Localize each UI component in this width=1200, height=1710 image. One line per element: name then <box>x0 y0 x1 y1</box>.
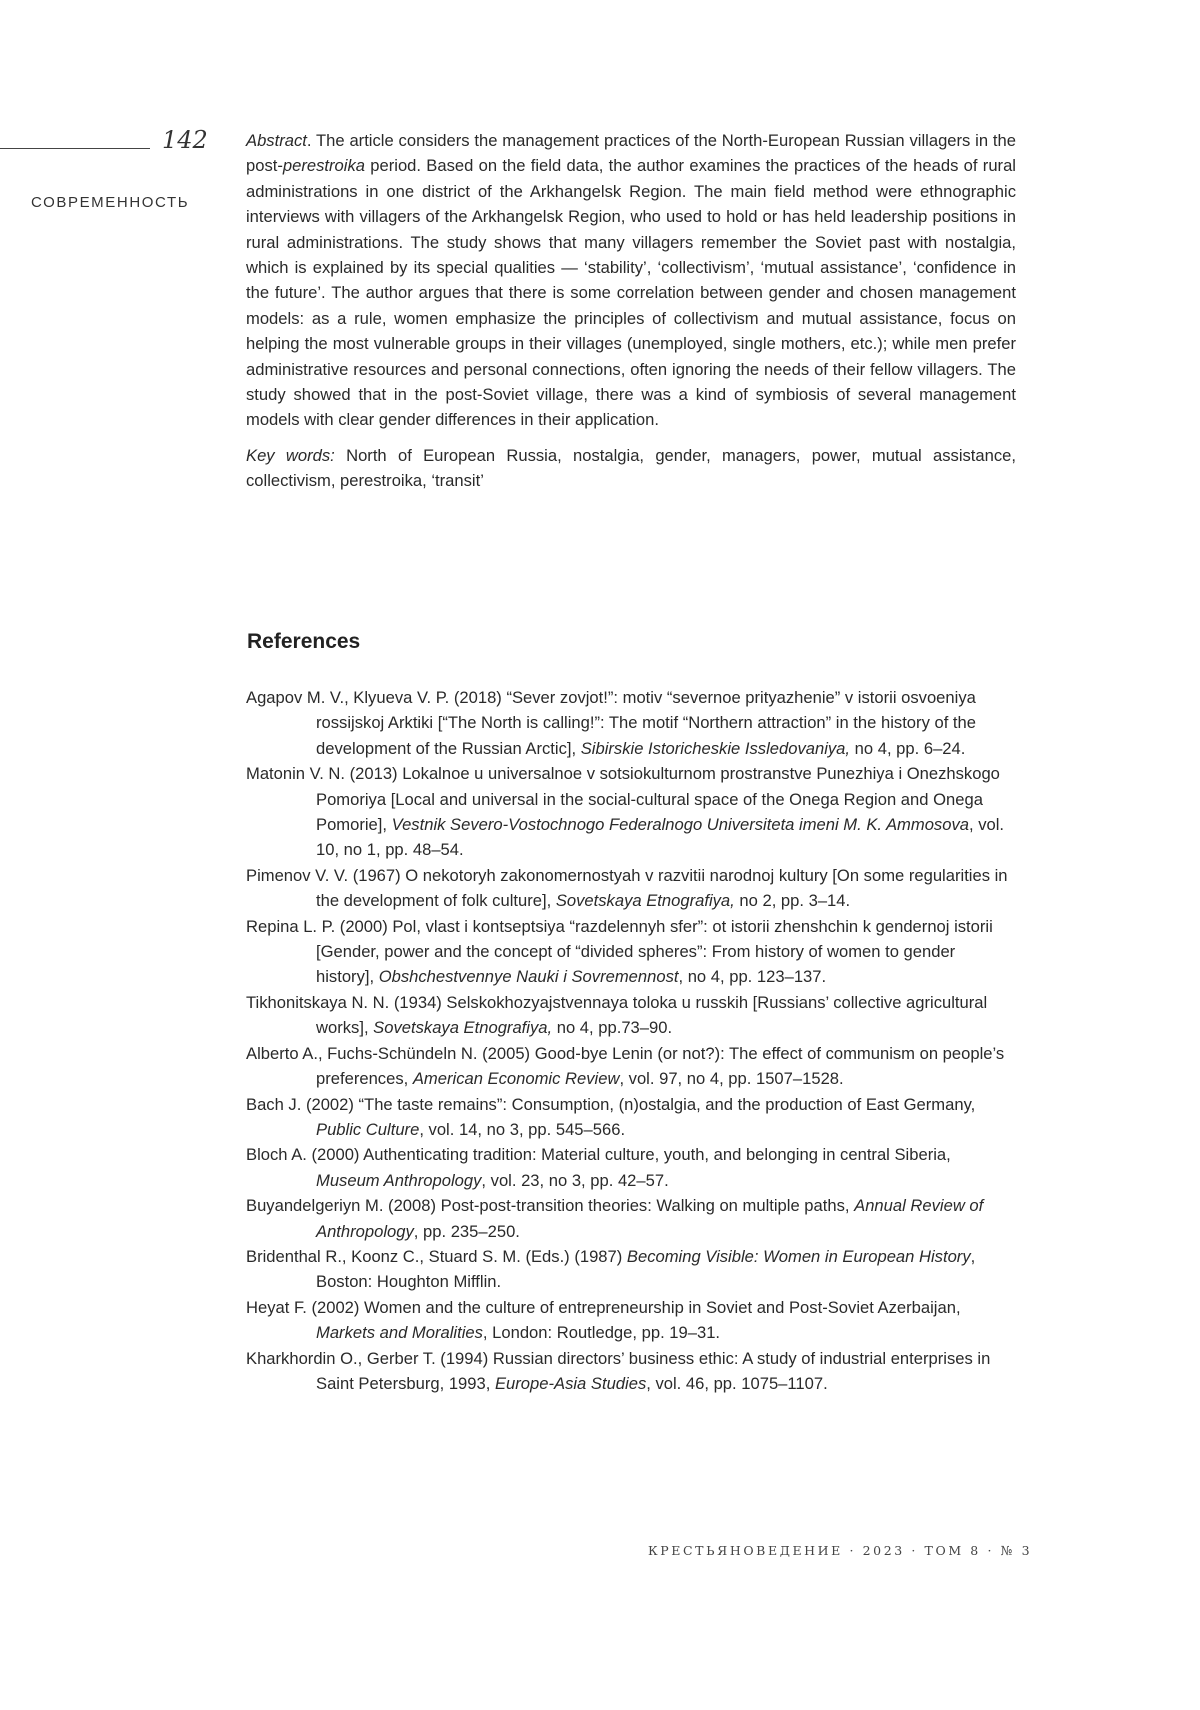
text-run: Bloch A. (2000) Authenticating tradition: Material culture, youth, and belonging in central Siberia, <box>246 1145 951 1164</box>
text-run: Pimenov V. V. (1967) O nekotoryh zakonomernostyah v razvitii narodnoj kultury [On some regularities in the development of folk culture], <box>246 866 1008 910</box>
reference-item <box>246 1142 1016 1193</box>
italic-text: Markets and Moralities <box>316 1323 483 1342</box>
text-run: Repina L. P. (2000) Pol, vlast i kontseptsiya “razdelennyh sfer”: ot istorii zhenshchin k gendernoj istorii [Gender, power and the concept of “divided spheres”: From history of women to gender history], <box>246 917 993 987</box>
abstract-block <box>246 128 1016 494</box>
italic-text: Abstract <box>246 131 307 150</box>
italic-text: Europe-Asia Studies <box>495 1374 646 1393</box>
text-run: , vol. 14, no 3, pp. 545–566. <box>419 1120 625 1139</box>
italic-text: Sovetskaya Etnografiya, <box>556 891 735 910</box>
reference-item <box>246 685 1016 761</box>
text-run: , vol. 46, pp. 1075–1107. <box>646 1374 827 1393</box>
italic-text: American Economic Review <box>413 1069 620 1088</box>
text-run: , vol. 97, no 4, pp. 1507–1528. <box>619 1069 843 1088</box>
text-run: Bridenthal R., Koonz C., Stuard S. M. (Eds.) (1987) <box>246 1247 627 1266</box>
reference-item <box>246 1193 1016 1244</box>
text-run: Bach J. (2002) “The taste remains”: Consumption, (n)ostalgia, and the production of East Germany, <box>246 1095 975 1114</box>
italic-text: Vestnik Severo-Vostochnogo Federalnogo Universiteta imeni M. K. Ammosova <box>392 815 969 834</box>
text-run: , no 4, pp. 123–137. <box>678 967 826 986</box>
keywords-text: North of European Russia, nostalgia, gender, managers, power, mutual assistance, collectivism, perestroika, ‘transit’ <box>246 446 1016 490</box>
page-number: 142 <box>162 126 208 154</box>
text-run: no 2, pp. 3–14. <box>735 891 850 910</box>
header-rule <box>0 148 150 149</box>
text-run: no 4, pp.73–90. <box>552 1018 672 1037</box>
text-run: , pp. 235–250. <box>414 1222 520 1241</box>
text-run: , vol. 23, no 3, pp. 42–57. <box>481 1171 668 1190</box>
running-footer: КРЕСТЬЯНОВЕДЕНИЕ · 2023 · ТОМ 8 · № 3 <box>648 1543 1032 1558</box>
italic-text: perestroika <box>283 156 365 175</box>
reference-item <box>246 1295 1016 1346</box>
text-run: Matonin V. N. (2013) Lokalnoe u universalnoe v sotsiokulturnom prostranstve Punezhiya i Onezhskogo Pomoriya [Local and universal in the social-cultural space of the Onega Region and Onega Pomorie], <box>246 764 1000 834</box>
text-run: , Boston: Houghton Mifflin. <box>316 1247 975 1291</box>
reference-item <box>246 990 1016 1041</box>
keywords-label: Key words: <box>246 446 335 465</box>
text-run: Agapov M. V., Klyueva V. P. (2018) “Sever zovjot!”: motiv “severnoe prityazhenie” v istorii osvoeniya rossijskoj Arktiki [“The North is calling!”: The motif “Northern attraction” in the history of the development of the Russian Arctic], <box>246 688 976 758</box>
italic-text: Museum Anthropology <box>316 1171 481 1190</box>
section-label: СОВРЕМЕННОСТЬ <box>31 194 189 211</box>
text-run: Alberto A., Fuchs-Schündeln N. (2005) Good-bye Lenin (or not?): The effect of communism on people’s preferences, <box>246 1044 1004 1088</box>
reference-item <box>246 1092 1016 1143</box>
reference-item <box>246 1244 1016 1295</box>
text-run: . The article considers the management practices of the North-European Russian villagers in the post- <box>246 131 1016 175</box>
italic-text: Sibirskie Istoricheskie Issledovaniya, <box>581 739 850 758</box>
reference-item <box>246 914 1016 990</box>
text-run: , vol. 10, no 1, pp. 48–54. <box>316 815 1004 859</box>
italic-text: Public Culture <box>316 1120 419 1139</box>
keywords <box>246 443 1016 494</box>
text-run: , London: Routledge, pp. 19–31. <box>483 1323 720 1342</box>
text-run: period. Based on the field data, the author examines the practices of the heads of rural administrations in one district of the Arkhangelsk Region. The main field method were ethnographic interviews with villagers of the Arkhangelsk Region, who used to hold or has held leadership positions in rural administrations. The study shows that many villagers remember the Soviet past with nostalgia, which is explained by its special qualities — ‘stability’, ‘collectivism’, ‘mutual assistance’, ‘confidence in the future’. The author argues that there is some correlation between gender and chosen management models: as a rule, women emphasize the principles of collectivism and mutual assistance, focus on helping the most vulnerable groups in their villages (unemployed, single mothers, etc.); while men prefer administrative resources and personal connections, often ignoring the needs of their fellow villagers. The study showed that in the post-Soviet village, there was a kind of symbiosis of several management models with clear gender differences in their application. <box>246 156 1016 429</box>
abstract-text <box>246 128 1016 433</box>
reference-item <box>246 761 1016 863</box>
text-run: no 4, pp. 6–24. <box>850 739 965 758</box>
reference-item <box>246 863 1016 914</box>
italic-text: Obshchestvennye Nauki i Sovremennost <box>379 967 679 986</box>
reference-item <box>246 1346 1016 1397</box>
italic-text: Becoming Visible: Women in European History <box>627 1247 971 1266</box>
text-run: Tikhonitskaya N. N. (1934) Selskokhozyajstvennaya toloka u russkih [Russians’ collective agricultural works], <box>246 993 987 1037</box>
text-run: Kharkhordin O., Gerber T. (1994) Russian directors’ business ethic: A study of industrial enterprises in Saint Petersburg, 1993, <box>246 1349 990 1393</box>
references-heading: References <box>247 630 360 654</box>
reference-item <box>246 1041 1016 1092</box>
references-list <box>246 685 1016 1396</box>
text-run: Buyandelgeriyn M. (2008) Post-post-transition theories: Walking on multiple paths, <box>246 1196 854 1215</box>
text-run: Heyat F. (2002) Women and the culture of entrepreneurship in Soviet and Post-Soviet Azerbaijan, <box>246 1298 961 1317</box>
italic-text: Sovetskaya Etnografiya, <box>373 1018 552 1037</box>
italic-text: Annual Review of Anthropology <box>316 1196 983 1240</box>
